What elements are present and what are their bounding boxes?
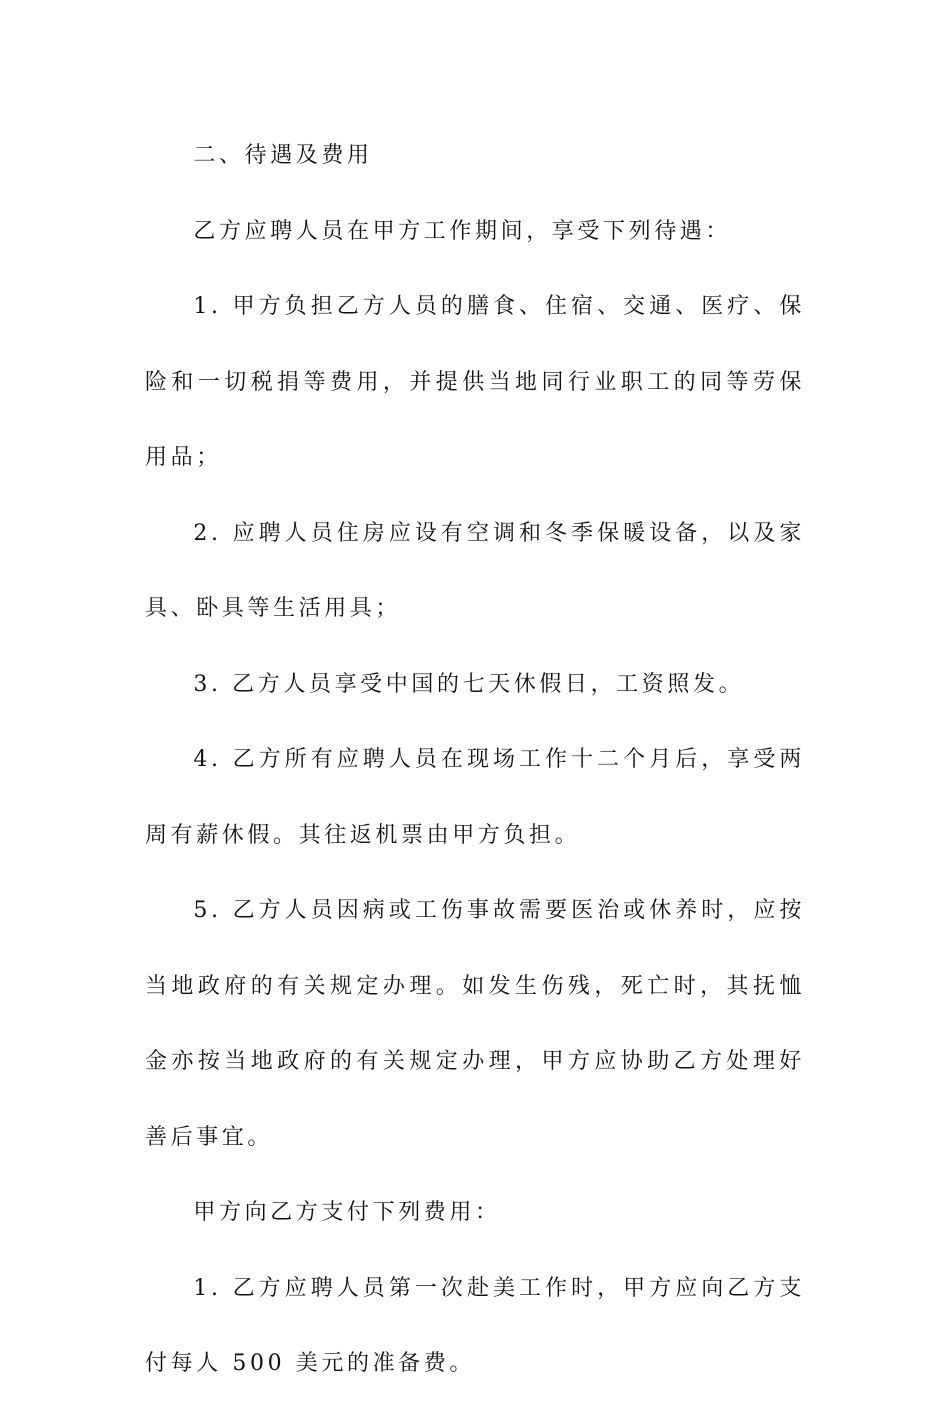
section-heading: 二、待遇及费用 [193,143,373,168]
benefit-item-4: 4. 乙方所有应聘人员在现场工作十二个月后，享受两周有薪休假。其往返机票由甲方负担。 [145,747,805,848]
fee-item-1: 1. 乙方应聘人员第一次赴美工作时，甲方应向乙方支付每人 500 美元的准备费。 [145,1275,805,1376]
benefit-item-2: 2. 应聘人员住房应设有空调和冬季保暖设备，以及家具、卧具等生活用具； [145,520,805,621]
document-body [145,118,805,1402]
benefits-intro-paragraph: 乙方应聘人员在甲方工作期间，享受下列待遇： [193,218,731,244]
benefit-item-5: 5. 乙方人员因病或工伤事故需要医治或休养时，应按当地政府的有关规定办理。如发生伤残，死亡时，其抚恤金亦按当地政府的有关规定办理，甲方应协助乙方处理好善后事宜。 [145,898,805,1150]
benefit-item-1: 1. 甲方负担乙方人员的膳食、住宿、交通、医疗、保险和一切税捐等费用，并提供当地同行业职工的同等劳保用品； [145,294,805,470]
fees-intro-paragraph: 甲方向乙方支付下列费用： [193,1200,501,1225]
benefit-item-3: 3. 乙方人员享受中国的七天休假日，工资照发。 [193,671,745,697]
